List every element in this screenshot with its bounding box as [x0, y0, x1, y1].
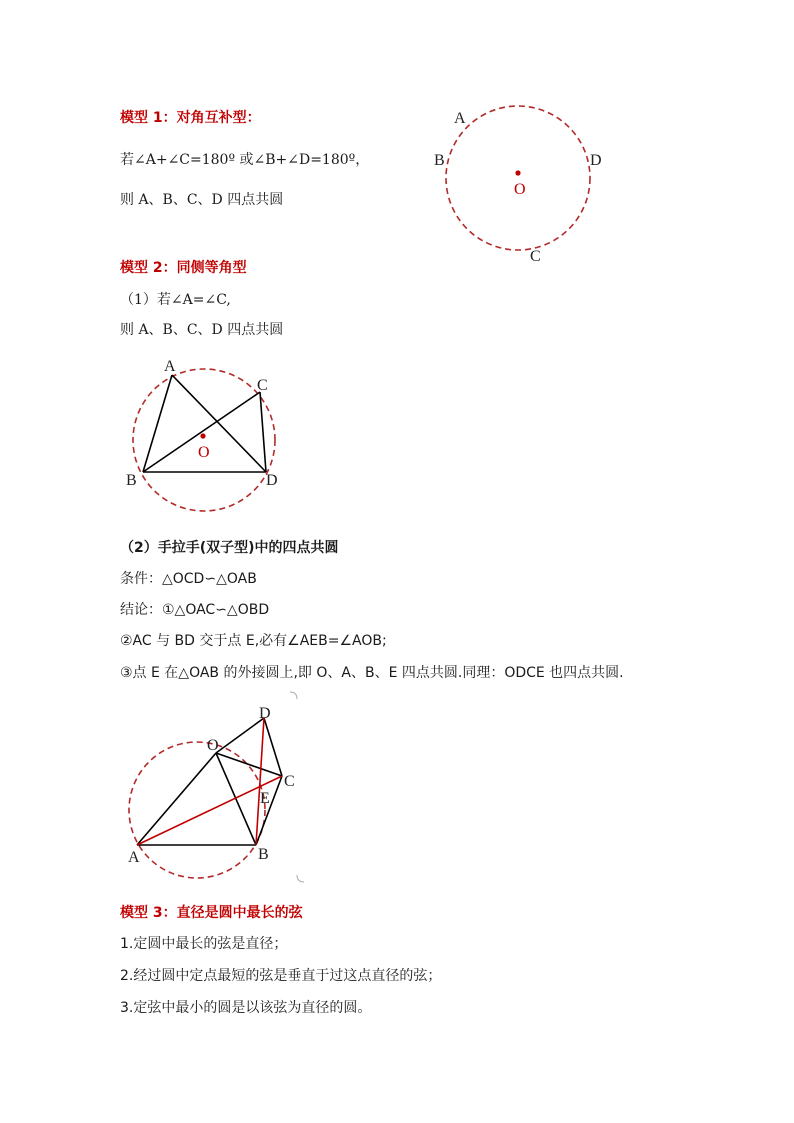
model2-part1-label-O: O: [198, 444, 210, 461]
corner-mark-bottom: [297, 875, 304, 882]
model3-item-3: 3.定弦中最小的圆是以该弦为直径的圆。: [120, 1000, 372, 1016]
model1-conclusion: 则 A、B、C、D 四点共圆: [120, 192, 284, 208]
model2-part2-label-B: B: [258, 846, 269, 863]
model1-label-B: B: [434, 152, 445, 169]
model2-part2-title: （2）手拉手(双子型)中的四点共圆: [120, 540, 339, 556]
segment-AB: [143, 375, 172, 472]
model3-item-2: 2.经过圆中定点最短的弦是垂直于过这点直径的弦；: [120, 968, 442, 984]
model2-part2-conclusion2: ②AC 与 BD 交于点 E,必有∠AEB=∠AOB;: [120, 633, 387, 649]
model1-label-D: D: [590, 152, 602, 169]
model1-label-C: C: [530, 248, 541, 265]
model1-label-A: A: [454, 110, 466, 127]
segment-AD: [172, 375, 266, 472]
segment-CD: [260, 392, 266, 472]
model2-part1-label-C: C: [257, 377, 268, 394]
model2-part2-label-C: C: [284, 773, 295, 790]
model1-label-O: O: [514, 181, 526, 198]
segment-OC: [216, 753, 282, 776]
model2-part1-conclusion: 则 A、B、C、D 四点共圆: [120, 322, 284, 338]
model1-condition: 若∠A+∠C=180º 或∠B+∠D=180º，: [120, 152, 370, 168]
segment-OD: [216, 718, 264, 753]
model2-part1-label-B: B: [126, 472, 137, 489]
model2-part1-condition: （1）若∠A=∠C,: [120, 292, 231, 308]
model2-part1-label-A: A: [164, 358, 176, 375]
model2-part2-label-A: A: [128, 849, 140, 866]
model2-part2-label-O: O: [207, 737, 219, 754]
model2-part2-conclusion1: 结论：①△OAC∽△OBD: [120, 602, 270, 618]
model1-figure: [420, 95, 620, 275]
model3-heading: 模型 3：直径是圆中最长的弦: [120, 905, 303, 921]
model1-center-point: [515, 170, 520, 175]
segment-DC: [264, 718, 282, 776]
corner-mark-top: [290, 692, 297, 699]
model2-part2-label-E: E: [260, 790, 270, 807]
model1-heading: 模型 1：对角互补型：: [120, 110, 261, 126]
model2-part2-label-D: D: [259, 705, 271, 722]
model2-part1-center-point: [200, 433, 205, 438]
model2-part2-conclusion3: ③点 E 在△OAB 的外接圆上,即 O、A、B、E 四点共圆.同理：ODCE 也四点共圆.: [120, 665, 624, 681]
model2-part1-label-D: D: [266, 472, 278, 489]
model3-item-1: 1.定圆中最长的弦是直径；: [120, 936, 288, 952]
model2-part1-circle: [133, 369, 275, 511]
segment-OA: [137, 753, 216, 845]
model2-heading: 模型 2：同侧等角型: [120, 260, 247, 276]
model2-part1-figure: [120, 350, 290, 520]
model1-circle: [446, 106, 590, 250]
model2-part2-figure: [120, 690, 310, 890]
model2-part2-condition: 条件：△OCD∽△OAB: [120, 571, 257, 587]
